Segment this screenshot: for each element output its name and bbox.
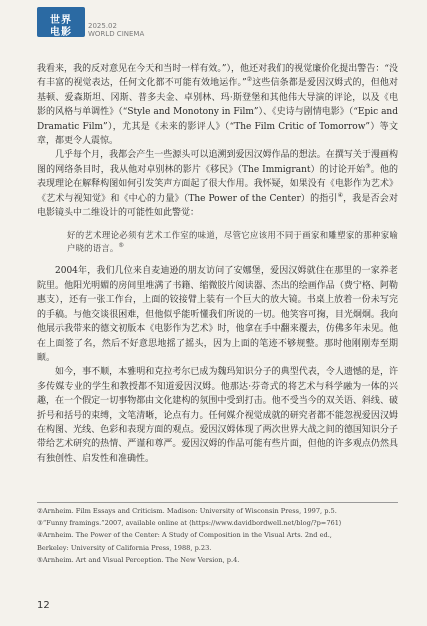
page-number: 12 [37,600,50,611]
block-quote [67,229,398,255]
logo-text-line1: 世界 [50,15,72,26]
footnote-ref-2: ② [246,76,253,84]
footnote-5: ⑤Arnheim. Art and Visual Perception. The New Version, p.4. [37,555,240,564]
paragraph-4: 如今，事不顺，本雅明和克拉考尔已成为魏玛知识分子的典型代表，令人遗憾的是，许多传媒专业的学生和教授都不知道爱因汉姆。他那达·芬奇式的将艺术与科学融为一体的兴趣，在一个假定一切事物都由文化建构的氛围中受到打击。他不受当今的双关语、斜线、破折号和括号的束缚，文笔清晰，论点有力。任何媒介视觉成就的研究者都不能忽视爱因汉姆在构图、光线、色彩和表现方面的观点。爱因汉姆体现了两次世界大战之间的德国知识分子带给艺术研究的热情、严谨和尊严。爱因汉姆的作品可能有些片面，但他的许多观点仍然具有独创性、启发性和准确性。 [37,367,398,464]
footnote-ref-4: ④ [337,191,344,199]
article-body [37,62,398,466]
block-quote-text: 好的艺术理论必须有艺术工作室的味道，尽管它应该用不同于画家和雕塑家的那种家喻户晓的语言。 [67,230,398,254]
footnotes [37,505,398,566]
journal-english-name: WORLD CINEMA [88,30,145,38]
issue-info [88,22,144,38]
logo-text-line2: 电影 [50,27,72,38]
footnote-ref-5: ⑤ [118,242,125,250]
footnote-ref-3: ③ [365,162,371,170]
footnote-2: ②Arnheim. Film Essays and Criticism. Madison: University of Wisconsin Press, 1997, p.5. [37,507,337,515]
paragraph-2-text: 几乎每个月，我都会产生一些源头可以追溯到爱因汉姆作品的想法。在撰写关于漫画构图的网络条目时，我从他对卓别林的影片《移民》（The Immigrant）的讨论开始 [37,150,398,175]
paragraph-3: 2004年，我们几位来自麦迪逊的朋友访问了安娜堡，爱因汉姆就住在那里的一家养老院里。他阳光明媚的房间里堆满了书籍、缩微胶片阅读器、杰出的绘画作品（费宁格、阿勒惠支），还有一张工作台，上面的铰接臂上装有一个巨大的放大镜。书桌上放着一份未写完的手稿。与他交谈很困难，但他似乎能听懂我们所说的一切。他笑容可掬，目光炯炯。我向他展示我带来的德文初版本《电影作为艺术》时，他拿在手中翻来覆去，仿佛多年未见。他在上面签了名，然后不好意思地摇了摇头，因为上面的笔迹不够规整。那时他刚刚寿至期颐。 [37,266,398,363]
footnote-4-continued: Berkeley: University of California Press, 1988, p.23. [37,543,212,552]
journal-logo [37,7,85,37]
footnote-divider [37,502,398,503]
issue-date: 2025.02 [88,22,117,30]
paragraph-2 [37,148,398,220]
footnote-4: ④Arnheim. The Power of the Center: A Study of Composition in the Visual Arts. 2nd ed., [37,531,332,540]
paragraph-2-end: ，我是否会对电影镜头中二维设计的可能性如此警觉： [37,193,398,219]
paragraph-1-continued: 这些信条都是爱因汉姆式的，但他对基顿、爱森斯坦、冈斯、普多夫金、卓别林、玛·斯登堡和其他伟大导演的评论，以及《电影的风格与单调性》（“Style and Monotony in Film”）、《史诗与剧情电影》（“Epic and Dramatic Film”），尤其是《未来的影评人》（“The Film Critic of Tomorrow”）等文章，都更令人震惊。 [37,78,398,147]
paragraph-2-continued: 。他的表现理论在解释构图如何引发笑声方面起了很大作用。我怀疑，如果没有《电影作为艺术》《艺术与视知觉》和《中心的力量》（The Power of the Center）的指引 [37,164,398,204]
paragraph-1 [37,62,398,148]
paragraph-1-text: 我看来，我的反对意见在今天和当时一样有效。”），他还对我们的视觉廉价化提出警告：“没有丰富的视觉表达，任何文化都不可能有效地运作。” [37,64,398,89]
footnote-3: ③“Funny framings.”2007, available online at ⟨https://www.davidbordwell.net/blog/?p=761⟩ [37,519,342,528]
